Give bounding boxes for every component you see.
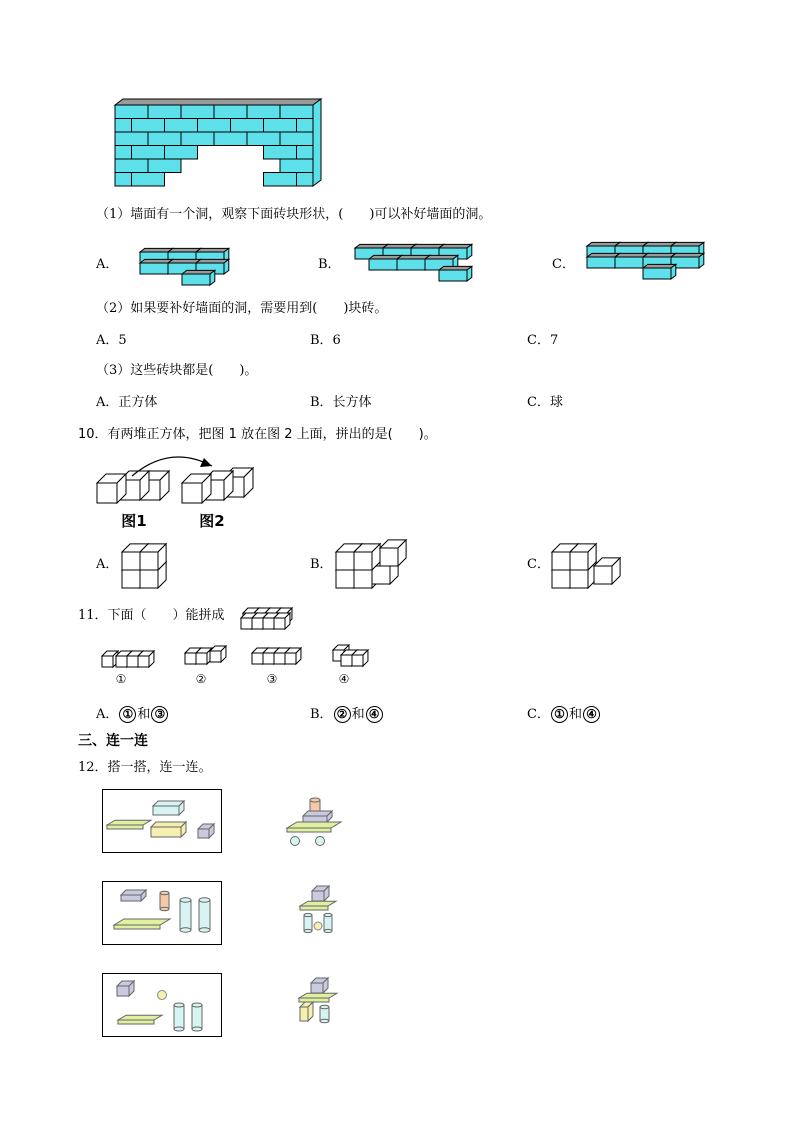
option-brick bbox=[615, 242, 648, 257]
option-brick bbox=[587, 242, 620, 257]
q9-sub3-option-a[interactable]: A．正方体 bbox=[96, 395, 158, 410]
unit-cube bbox=[252, 648, 268, 664]
wall-side bbox=[313, 99, 321, 186]
unit-cube bbox=[336, 562, 362, 588]
wall-brick bbox=[115, 119, 132, 133]
q10-fig1-label: 图1 bbox=[121, 512, 147, 530]
q10-option-a[interactable]: A． bbox=[96, 557, 119, 572]
wall-brick bbox=[148, 159, 181, 173]
q11-option-b-prefix: B． bbox=[310, 707, 333, 722]
model-gray-block bbox=[303, 811, 332, 822]
q9-option-a-figure bbox=[140, 248, 229, 285]
q11-label-2: ② bbox=[195, 672, 207, 686]
unit-cube bbox=[122, 544, 148, 570]
q9-sub2-text: （2）如果要补好墙面的洞，需要用到( )块砖。 bbox=[96, 301, 388, 316]
model-gray-cube bbox=[312, 886, 329, 901]
wall-brick bbox=[165, 119, 198, 133]
model-orange-cylinder bbox=[310, 798, 320, 818]
wall-brick bbox=[132, 119, 165, 133]
model-cyan-wheel bbox=[316, 837, 325, 846]
unit-cube bbox=[210, 646, 226, 662]
q9-sub3-text: （3）这些砖块都是( )。 bbox=[96, 363, 258, 378]
model-yellow-leg bbox=[300, 1002, 313, 1021]
unit-cube bbox=[116, 651, 132, 667]
model-green-slab bbox=[299, 993, 337, 1002]
q9-option-b-figure bbox=[355, 244, 472, 281]
and-text: 和 bbox=[137, 707, 151, 722]
target-shape-cube bbox=[276, 608, 292, 624]
target-shape-cube bbox=[243, 608, 259, 624]
wall-brick bbox=[264, 119, 297, 133]
unit-cube bbox=[594, 558, 620, 584]
wall-brick bbox=[297, 119, 314, 133]
q11-option-a[interactable] bbox=[96, 706, 169, 723]
q9-sub1-option-a[interactable]: A． bbox=[96, 257, 119, 272]
wall-brick bbox=[297, 173, 314, 187]
unit-cube bbox=[97, 474, 126, 503]
option-brick bbox=[643, 264, 676, 279]
and-text: 和 bbox=[568, 707, 582, 722]
section-3-title: 三、连一连 bbox=[78, 733, 148, 749]
q9-sub2-option-a[interactable]: A．5 bbox=[96, 333, 127, 348]
q10-option-b[interactable]: B． bbox=[310, 557, 333, 572]
option-brick bbox=[383, 244, 416, 259]
q12-stem: 12．搭一搭，连一连。 bbox=[78, 760, 212, 775]
wall-brick bbox=[214, 105, 247, 119]
target-shape-cube bbox=[241, 613, 257, 629]
model-cyan-cylinder bbox=[304, 913, 312, 932]
option-brick bbox=[411, 244, 444, 259]
option-brick bbox=[671, 242, 704, 257]
unit-cube bbox=[122, 562, 148, 588]
wall-brick bbox=[148, 132, 181, 146]
wall-brick bbox=[115, 146, 132, 160]
option-brick bbox=[643, 253, 676, 268]
option-brick bbox=[425, 255, 458, 270]
unit-cube bbox=[333, 645, 349, 661]
model-cyan-leg bbox=[320, 1005, 329, 1023]
model-green-slab bbox=[287, 822, 341, 832]
circled-4: ④ bbox=[583, 706, 600, 723]
q9-sub3-option-b[interactable]: B．长方体 bbox=[310, 395, 372, 410]
option-brick bbox=[643, 242, 676, 257]
q9-option-c-figure bbox=[587, 242, 704, 279]
option-brick bbox=[439, 266, 472, 281]
target-shape-cube bbox=[263, 613, 279, 629]
q12-parts-box-3[interactable] bbox=[102, 973, 222, 1037]
wall-brick bbox=[214, 132, 247, 146]
unit-cube bbox=[352, 650, 368, 666]
unit-cube bbox=[354, 544, 380, 570]
option-brick bbox=[615, 253, 648, 268]
option-brick bbox=[140, 259, 173, 274]
unit-cube bbox=[285, 648, 301, 664]
option-brick bbox=[196, 248, 229, 263]
unit-cube bbox=[341, 650, 357, 666]
arrow-curve bbox=[132, 457, 212, 476]
q10-option-c[interactable]: C． bbox=[527, 557, 550, 572]
circled-3: ③ bbox=[151, 706, 168, 723]
arrow-head bbox=[200, 458, 212, 467]
unit-cube bbox=[274, 648, 290, 664]
wall-top bbox=[115, 99, 321, 105]
unit-cube bbox=[552, 544, 578, 570]
option-brick bbox=[355, 244, 388, 259]
unit-cube bbox=[380, 540, 406, 566]
wall-brick bbox=[181, 132, 214, 146]
model-yellow-ball bbox=[314, 922, 322, 930]
wall-brick bbox=[280, 105, 313, 119]
circled-4: ④ bbox=[366, 706, 383, 723]
unit-cube bbox=[140, 562, 166, 588]
q9-sub1-option-b[interactable]: B． bbox=[318, 257, 341, 272]
target-shape-cube bbox=[252, 613, 268, 629]
target-shape-cube bbox=[274, 613, 290, 629]
q11-option-b[interactable] bbox=[310, 706, 384, 723]
wall-brick bbox=[132, 173, 165, 187]
option-brick bbox=[168, 259, 201, 274]
q9-sub1-option-c[interactable]: C． bbox=[552, 257, 575, 272]
option-brick bbox=[168, 248, 201, 263]
target-shape-cube bbox=[254, 608, 270, 624]
wall-brick bbox=[115, 132, 148, 146]
circled-1: ① bbox=[551, 706, 568, 723]
q11-label-4: ④ bbox=[338, 672, 350, 686]
wall-brick bbox=[115, 173, 132, 187]
unit-cube bbox=[182, 474, 211, 503]
wall-brick bbox=[198, 119, 231, 133]
option-brick bbox=[587, 253, 620, 268]
wall-brick bbox=[115, 159, 148, 173]
unit-cube bbox=[336, 544, 362, 570]
option-brick bbox=[369, 255, 402, 270]
circled-1: ① bbox=[119, 706, 136, 723]
unit-cube bbox=[552, 562, 578, 588]
q12-parts-box-1[interactable] bbox=[102, 789, 222, 853]
unit-cube bbox=[263, 648, 279, 664]
unit-cube bbox=[102, 651, 118, 667]
wall-brick bbox=[247, 132, 280, 146]
option-brick bbox=[140, 248, 173, 263]
wall-brick bbox=[264, 146, 297, 160]
unit-cube bbox=[140, 544, 166, 570]
unit-cube bbox=[127, 651, 143, 667]
unit-cube bbox=[185, 648, 201, 664]
model-cyan-wheel bbox=[291, 837, 300, 846]
wall-brick bbox=[264, 173, 297, 187]
q11-label-1: ① bbox=[115, 672, 127, 686]
option-brick bbox=[397, 255, 430, 270]
unit-cube bbox=[196, 648, 212, 664]
unit-cube bbox=[354, 562, 380, 588]
wall-brick bbox=[297, 146, 314, 160]
q11-option-a-prefix: A． bbox=[96, 707, 119, 722]
wall-brick bbox=[280, 159, 313, 173]
q11-option-c[interactable] bbox=[527, 706, 601, 723]
q9-sub3-option-c[interactable]: C．球 bbox=[527, 395, 563, 410]
q11-stem: 11．下面（ ）能拼成 bbox=[78, 608, 225, 623]
q9-sub1-text: （1）墙面有一个洞，观察下面砖块形状，( )可以补好墙面的洞。 bbox=[96, 207, 492, 222]
option-brick bbox=[196, 259, 229, 274]
option-brick bbox=[439, 244, 472, 259]
and-text: 和 bbox=[351, 707, 365, 722]
wall-brick bbox=[181, 105, 214, 119]
circled-2: ② bbox=[334, 706, 351, 723]
wall-brick bbox=[165, 146, 198, 160]
option-brick bbox=[182, 270, 215, 285]
wall-brick bbox=[115, 105, 148, 119]
unit-cube bbox=[570, 544, 596, 570]
wall-brick bbox=[280, 132, 313, 146]
q11-option-c-prefix: C． bbox=[527, 707, 550, 722]
option-brick bbox=[671, 253, 704, 268]
unit-cube bbox=[120, 471, 149, 500]
wall-brick bbox=[148, 105, 181, 119]
wall-brick bbox=[247, 105, 280, 119]
wall-brick bbox=[132, 146, 165, 160]
model-green-slab bbox=[300, 901, 336, 910]
model-gray-cube bbox=[311, 978, 328, 993]
q10-stem: 10．有两堆正方体，把图 1 放在图 2 上面，拼出的是( )。 bbox=[78, 427, 437, 442]
q9-sub2-option-c[interactable]: C．7 bbox=[527, 333, 559, 348]
q9-sub2-option-b[interactable]: B．6 bbox=[310, 333, 341, 348]
q10-fig2-label: 图2 bbox=[199, 512, 225, 530]
model-cyan-cylinder bbox=[324, 913, 332, 932]
q12-parts-box-2[interactable] bbox=[102, 881, 222, 945]
unit-cube bbox=[224, 468, 253, 497]
unit-cube bbox=[570, 562, 596, 588]
unit-cube bbox=[138, 651, 154, 667]
q11-label-3: ③ bbox=[266, 672, 278, 686]
target-shape-cube bbox=[265, 608, 281, 624]
unit-cube bbox=[372, 558, 398, 584]
unit-cube bbox=[204, 471, 233, 500]
wall-brick bbox=[231, 119, 264, 133]
unit-cube bbox=[140, 471, 169, 500]
